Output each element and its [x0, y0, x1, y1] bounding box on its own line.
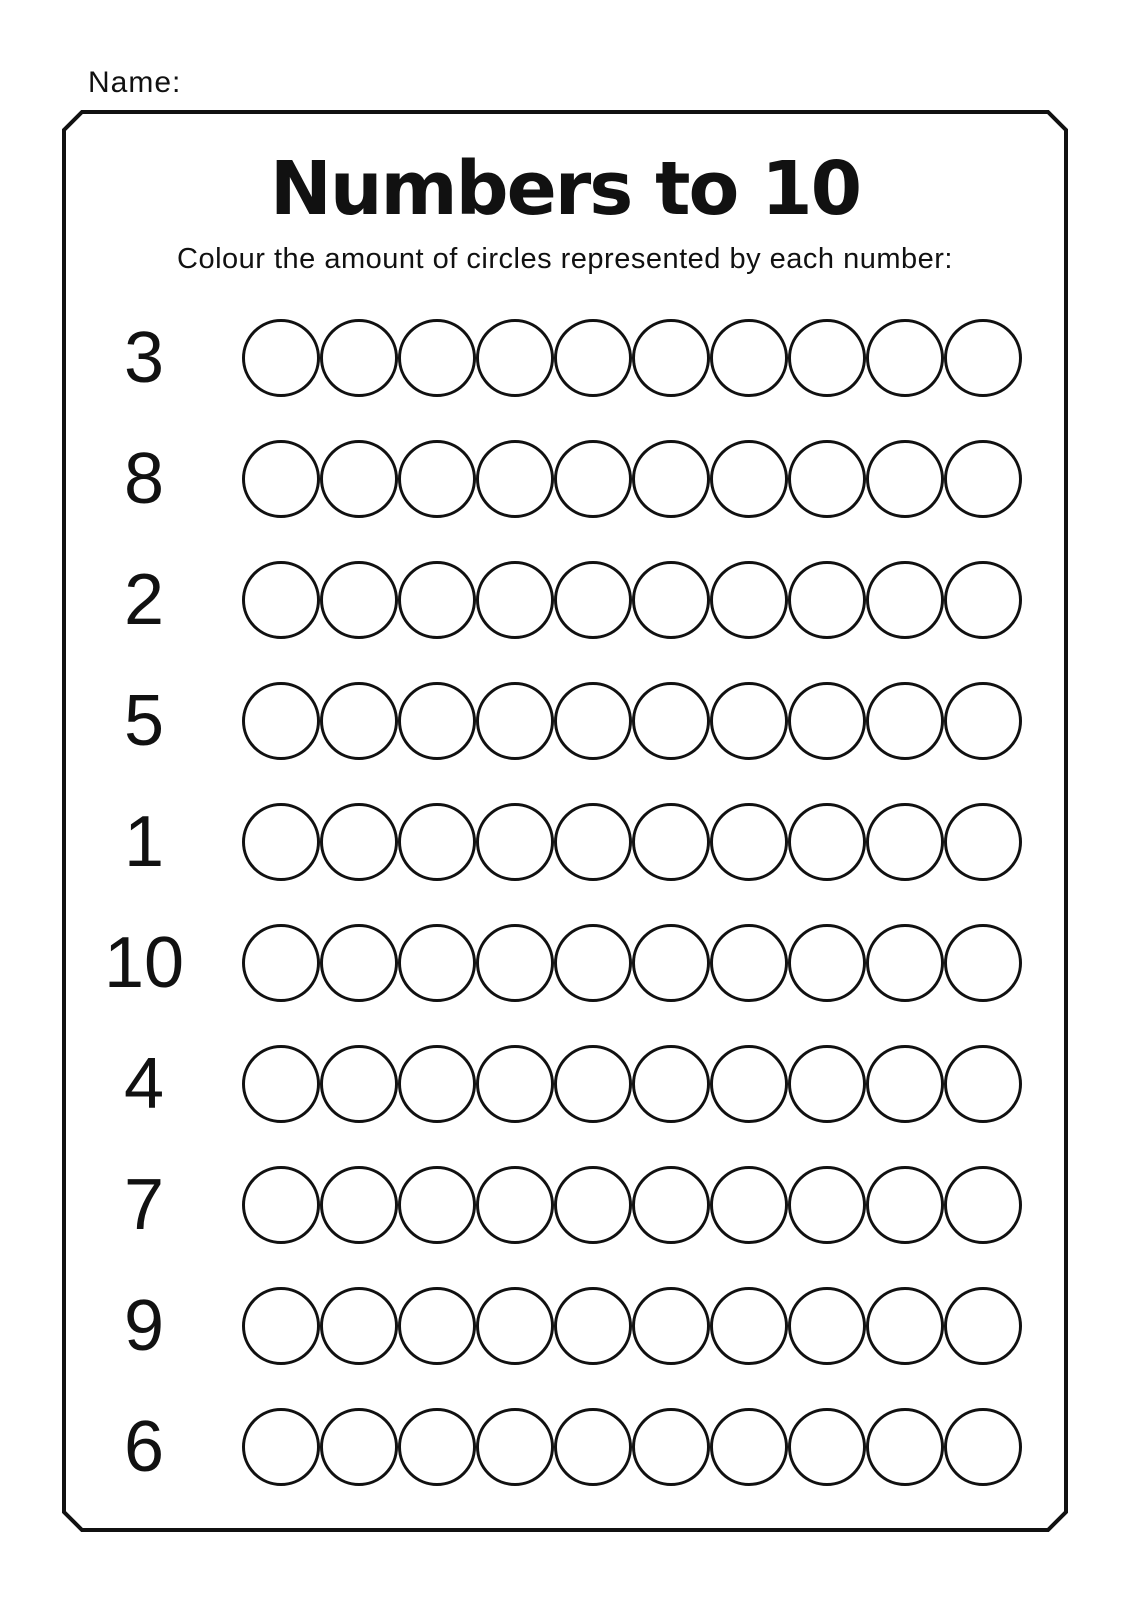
worksheet-row [64, 1386, 1066, 1507]
worksheet-row [64, 902, 1066, 1023]
colouring-circle [788, 561, 866, 639]
colouring-circle [710, 440, 788, 518]
colouring-circle [866, 1287, 944, 1365]
colouring-circle [866, 803, 944, 881]
circle-group [242, 924, 1022, 1002]
colouring-circle [242, 924, 320, 1002]
colouring-circle [398, 319, 476, 397]
colouring-circle [632, 1287, 710, 1365]
colouring-circle [788, 440, 866, 518]
worksheet-row [64, 1023, 1066, 1144]
colouring-circle [632, 1166, 710, 1244]
colouring-circle [554, 1408, 632, 1486]
row-number: 3 [123, 317, 165, 398]
colouring-circle [788, 924, 866, 1002]
colouring-circle [476, 440, 554, 518]
colouring-circle [320, 803, 398, 881]
colouring-circle [632, 803, 710, 881]
colouring-circle [554, 1045, 632, 1123]
colouring-circle [944, 682, 1022, 760]
colouring-circle [242, 682, 320, 760]
circle-group [242, 1287, 1022, 1365]
colouring-circle [944, 803, 1022, 881]
colouring-circle [554, 924, 632, 1002]
worksheet-row [64, 660, 1066, 781]
row-number: 8 [123, 438, 165, 519]
colouring-circle [788, 1408, 866, 1486]
colouring-circle [398, 440, 476, 518]
colouring-circle [944, 319, 1022, 397]
colouring-circle [944, 1166, 1022, 1244]
colouring-circle [788, 803, 866, 881]
colouring-circle [320, 1287, 398, 1365]
name-label: Name: [88, 66, 182, 99]
colouring-circle [866, 682, 944, 760]
colouring-circle [554, 319, 632, 397]
worksheet-row [64, 781, 1066, 902]
worksheet-row [64, 539, 1066, 660]
colouring-circle [710, 803, 788, 881]
colouring-circle [242, 1408, 320, 1486]
colouring-circle [476, 561, 554, 639]
colouring-circle [320, 1045, 398, 1123]
colouring-circle [242, 803, 320, 881]
row-number: 1 [123, 801, 165, 882]
circle-group [242, 319, 1022, 397]
colouring-circle [632, 1045, 710, 1123]
colouring-circle [788, 319, 866, 397]
colouring-circle [554, 1287, 632, 1365]
circle-group [242, 561, 1022, 639]
colouring-circle [632, 924, 710, 1002]
colouring-circle [398, 682, 476, 760]
worksheet-instruction: Colour the amount of circles represented by each number: [177, 243, 953, 275]
circle-group [242, 1408, 1022, 1486]
circle-group [242, 682, 1022, 760]
colouring-circle [320, 440, 398, 518]
colouring-circle [632, 319, 710, 397]
colouring-circle [242, 319, 320, 397]
colouring-circle [398, 1166, 476, 1244]
colouring-circle [866, 561, 944, 639]
colouring-circle [944, 440, 1022, 518]
row-number: 10 [103, 922, 185, 1003]
colouring-circle [866, 319, 944, 397]
colouring-circle [710, 924, 788, 1002]
row-number: 9 [123, 1285, 165, 1366]
colouring-circle [944, 1408, 1022, 1486]
colouring-circle [476, 1166, 554, 1244]
colouring-circle [476, 1045, 554, 1123]
colouring-circle [866, 440, 944, 518]
colouring-circle [710, 1287, 788, 1365]
colouring-circle [710, 1045, 788, 1123]
worksheet-row [64, 1144, 1066, 1265]
row-number: 2 [123, 559, 165, 640]
colouring-circle [710, 561, 788, 639]
worksheet-row [64, 297, 1066, 418]
colouring-circle [242, 1287, 320, 1365]
colouring-circle [554, 682, 632, 760]
colouring-circle [788, 1287, 866, 1365]
colouring-circle [398, 1045, 476, 1123]
worksheet-row [64, 418, 1066, 539]
colouring-circle [944, 1287, 1022, 1365]
colouring-circle [398, 803, 476, 881]
colouring-circle [476, 803, 554, 881]
colouring-circle [866, 1045, 944, 1123]
colouring-circle [632, 440, 710, 518]
colouring-circle [242, 1166, 320, 1244]
colouring-circle [320, 1166, 398, 1244]
colouring-circle [320, 561, 398, 639]
colouring-circle [554, 1166, 632, 1244]
colouring-circle [476, 319, 554, 397]
colouring-circle [476, 682, 554, 760]
circle-group [242, 1166, 1022, 1244]
colouring-circle [320, 924, 398, 1002]
colouring-circle [398, 1287, 476, 1365]
colouring-circle [554, 561, 632, 639]
circle-group [242, 803, 1022, 881]
colouring-circle [476, 1287, 554, 1365]
colouring-circle [944, 1045, 1022, 1123]
colouring-circle [320, 319, 398, 397]
colouring-circle [632, 682, 710, 760]
colouring-circle [242, 561, 320, 639]
colouring-circle [242, 440, 320, 518]
circle-group [242, 440, 1022, 518]
row-number: 5 [123, 680, 165, 761]
colouring-circle [632, 561, 710, 639]
colouring-circle [710, 1166, 788, 1244]
colouring-circle [866, 1166, 944, 1244]
worksheet-row [64, 1265, 1066, 1386]
colouring-circle [944, 561, 1022, 639]
colouring-circle [788, 1166, 866, 1244]
colouring-circle [788, 1045, 866, 1123]
colouring-circle [554, 803, 632, 881]
row-number: 7 [123, 1164, 165, 1245]
colouring-circle [398, 924, 476, 1002]
colouring-circle [710, 682, 788, 760]
colouring-circle [866, 924, 944, 1002]
colouring-circle [554, 440, 632, 518]
colouring-circle [944, 924, 1022, 1002]
colouring-circle [710, 1408, 788, 1486]
rows-container [64, 297, 1066, 1507]
colouring-circle [788, 682, 866, 760]
colouring-circle [632, 1408, 710, 1486]
circle-group [242, 1045, 1022, 1123]
colouring-circle [866, 1408, 944, 1486]
colouring-circle [320, 682, 398, 760]
colouring-circle [710, 319, 788, 397]
colouring-circle [398, 561, 476, 639]
worksheet-title: Numbers to 10 [269, 146, 861, 232]
colouring-circle [320, 1408, 398, 1486]
worksheet-frame [62, 110, 1068, 1532]
colouring-circle [242, 1045, 320, 1123]
row-number: 6 [123, 1406, 165, 1487]
colouring-circle [398, 1408, 476, 1486]
colouring-circle [476, 924, 554, 1002]
colouring-circle [476, 1408, 554, 1486]
row-number: 4 [123, 1043, 165, 1124]
